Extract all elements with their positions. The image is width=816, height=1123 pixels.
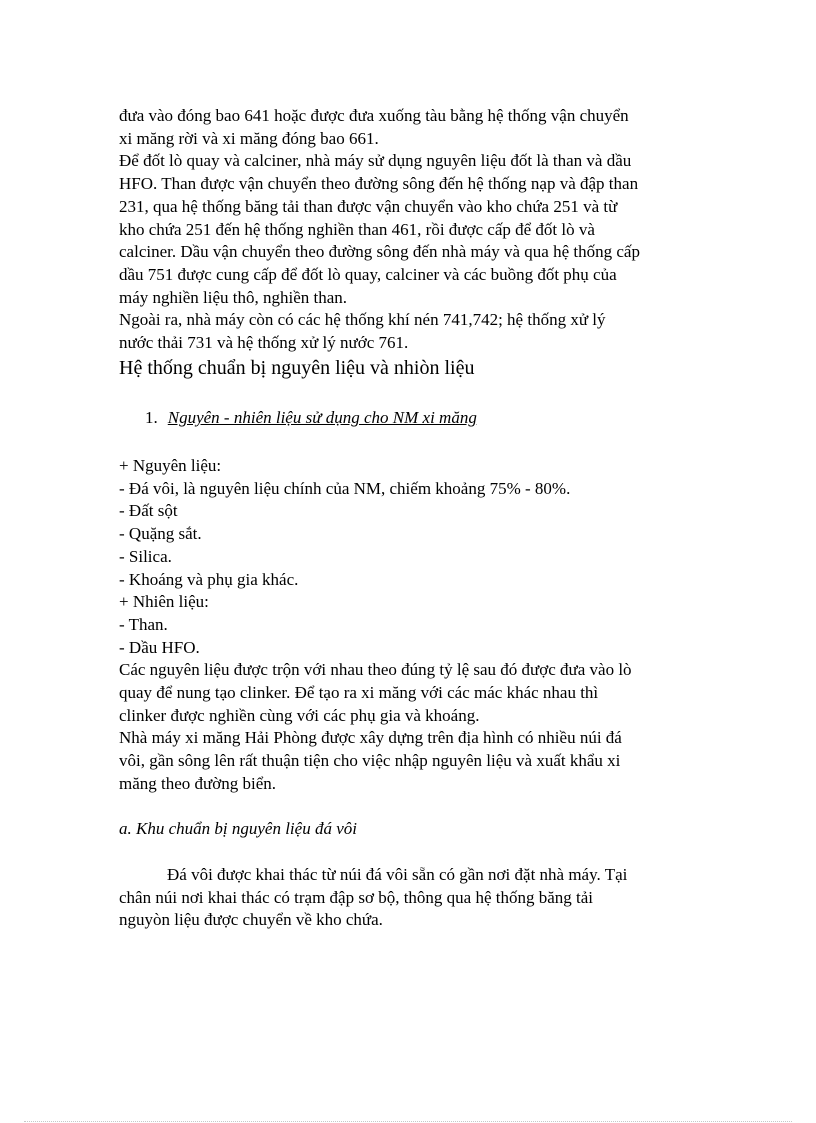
list-item: - Silica. — [119, 546, 172, 566]
text-line: quay để nung tạo clinker. Để tạo ra xi măng với các mác khác nhau thì — [119, 683, 599, 703]
list-item: + Nhiên liệu: — [119, 592, 209, 612]
list-item: - Đất sột — [119, 501, 178, 521]
text-line: xi măng rời và xi măng đóng bao 661. — [119, 128, 379, 148]
text-line: nguyòn liệu được chuyển về kho chứa. — [119, 910, 383, 930]
list-item: - Than. — [119, 614, 168, 634]
text-line: vôi, gần sông lên rất thuận tiện cho việc nhập nguyên liệu và xuất khẩu xi — [119, 751, 621, 771]
sub-heading: a. Khu chuẩn bị nguyên liệu đá vôi — [119, 819, 357, 838]
text-line: măng theo đường biển. — [119, 773, 277, 793]
text-line: Nhà máy xi măng Hải Phòng được xây dựng trên địa hình có nhiều núi đá — [119, 728, 622, 748]
limestone-paragraph — [119, 864, 679, 932]
text-line: chân núi nơi khai thác có trạm đập sơ bộ, thông qua hệ thống băng tải — [119, 887, 594, 907]
list-item: + Nguyên liệu: — [119, 456, 222, 475]
numbered-heading — [145, 407, 477, 429]
list-item: - Khoáng và phụ gia khác. — [119, 569, 299, 589]
list-item: - Quặng sắt. — [119, 524, 202, 544]
text-line: máy nghiền liệu thô, nghiền than. — [119, 287, 348, 307]
list-item: - Dầu HFO. — [119, 637, 200, 657]
text-line: 231, qua hệ thống băng tải than được vận chuyển vào kho chứa 251 và từ — [119, 196, 618, 216]
text-line: Ngoài ra, nhà máy còn có các hệ thống khí nén 741,742; hệ thống xử lý — [119, 310, 606, 330]
heading-title: Nguyên - nhiên liệu sử dụng cho NM xi măng — [167, 408, 477, 427]
text-line: Đá vôi được khai thác từ núi đá vôi sẵn có gần nơi đặt nhà máy. Tại — [167, 865, 628, 884]
text-line: Để đốt lò quay và calciner, nhà máy sử dụng nguyên liệu đốt là than và dầu — [119, 151, 632, 171]
text-line: clinker được nghiền cùng với các phụ gia và khoáng. — [119, 705, 480, 725]
text-line: kho chứa 251 đến hệ thống nghiền than 461, rồi được cấp để đốt lò và — [119, 219, 595, 239]
section-heading: Hệ thống chuẩn bị nguyên liệu và nhiòn liệu — [119, 357, 475, 379]
text-line: HFO. Than được vận chuyển theo đường sông đến hệ thống nạp và đập than — [119, 174, 639, 194]
text-line: nước thải 731 và hệ thống xử lý nước 761. — [119, 333, 409, 353]
text-line: calciner. Dầu vận chuyển theo đường sông đến nhà máy và qua hệ thống cấp — [119, 242, 640, 262]
text-line: dầu 751 được cung cấp để đốt lò quay, calciner và các buồng đốt phụ của — [119, 264, 617, 284]
page-bottom-rule — [24, 1121, 792, 1122]
materials-list — [119, 455, 719, 796]
text-line: đưa vào đóng bao 641 hoặc được đưa xuống tàu bằng hệ thống vận chuyển — [119, 106, 629, 125]
list-item: - Đá vôi, là nguyên liệu chính của NM, chiếm khoảng 75% - 80%. — [119, 478, 571, 498]
intro-paragraphs — [119, 105, 719, 355]
text-line: Các nguyên liệu được trộn với nhau theo đúng tỷ lệ sau đó được đưa vào lò — [119, 660, 632, 680]
heading-number: 1. — [145, 408, 158, 427]
